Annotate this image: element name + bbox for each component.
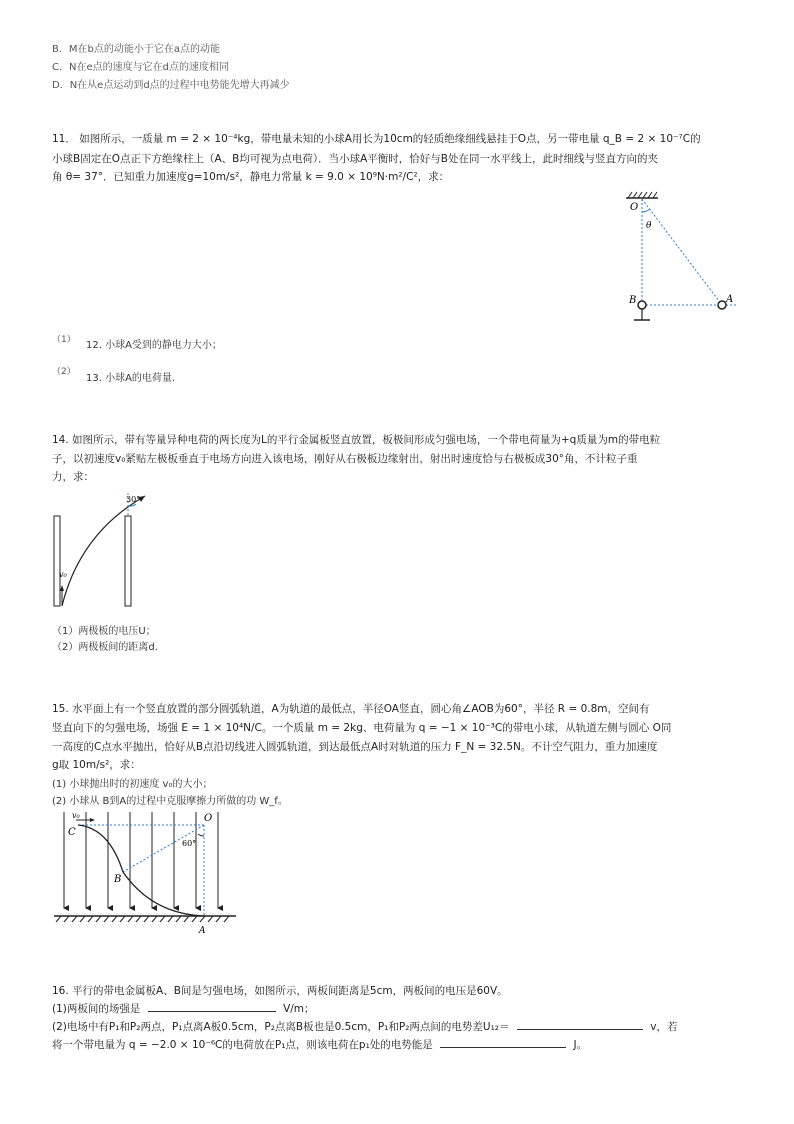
option-b: B．M在b点的动能小于它在a点的动能 (52, 44, 220, 55)
answer-blank-potential-difference[interactable] (517, 1019, 643, 1030)
label-a: A (726, 294, 734, 305)
q11-line-1: 11． 如图所示，一质量 m = 2 × 10⁻⁴kg，带电量未知的小球A用长为10cm的轻质绝缘细线悬挂于O点，另一带电量 q_B = 2 × 10⁻⁷C的 (52, 133, 701, 145)
label-c: C (68, 827, 76, 838)
q11-sub1-number: （1） (52, 335, 76, 345)
q14-figure (50, 488, 160, 610)
q15-line-4: g取 10m/s²，求： (52, 759, 141, 771)
q11-sub2: 13. 小球A的电荷量. (86, 373, 176, 384)
q16-potential-diff-prompt: (2)电场中有P₁和P₂两点，P₁点离A板0.5cm，P₂点离B板也是0.5cm，P₁和P₂两点间的电势差U₁₂＝ (52, 1021, 510, 1033)
q11-sub1: 12. 小球A受到的静电力大小； (86, 340, 222, 351)
left-plate (54, 516, 60, 606)
ball-a (718, 301, 726, 309)
q11-sub2-number: （2） (52, 367, 76, 377)
label-theta: θ (646, 221, 652, 231)
q15-line-1: 15. 水平面上有一个竖直放置的部分圆弧轨道，A为轨道的最低点，半径OA竖直，圆心角∠AOB为60°，半径 R = 0.8m，空间有 (52, 703, 650, 715)
q14-sub1: （1）两极板的电压U； (52, 626, 156, 637)
q15-figure (54, 808, 236, 936)
label-a: A (199, 926, 206, 936)
label-60: 60° (182, 839, 197, 848)
q16-field-strength-prompt: (1)两板间的场强是 (52, 1003, 141, 1015)
label-b: B (114, 874, 122, 885)
ball-b (638, 301, 646, 309)
q14-line-1: 14. 如图所示，带有等量异种电荷的两长度为L的平行金属板竖直放置，板极间形成匀强电场，一个带电荷量为+q质量为m的带电粒 (52, 434, 661, 446)
answer-blank-field-strength[interactable] (148, 1001, 276, 1012)
label-v0: v₀ (59, 570, 67, 579)
q11-line-2: 小球B固定在O点正下方绝缘柱上（A、B均可视为点电荷）．当小球A平衡时，恰好与B处在同一水平线上，此时细线与竖直方向的夹 (52, 153, 658, 165)
trajectory (62, 496, 145, 606)
q15-sub2: (2) 小球从 B到A的过程中克服摩擦力所做的功 W_f。 (52, 796, 288, 807)
q14-line-3: 力，求： (52, 471, 94, 483)
q16-potential-energy-unit: J。 (573, 1039, 588, 1051)
option-c: C．N在e点的速度与它在d点的速度相同 (52, 62, 229, 73)
q16-potential-diff-unit: v，若 (650, 1021, 678, 1033)
label-o: O (204, 813, 213, 824)
label-o: O (630, 202, 639, 213)
label-b: B (629, 295, 637, 306)
q16-line-4 (52, 1037, 587, 1052)
q15-line-2: 竖直向下的匀强电场，场强 E = 1 × 10⁴N/C。一个质量 m = 2kg、电荷量为 q = −1 × 10⁻³C的带电小球，从轨道左侧与圆心 O同 (52, 722, 672, 734)
q16-potential-energy-prompt: 将一个带电量为 q = −2.0 × 10⁻⁶C的电荷放在P₁点，则该电荷在p₁处的电势能是 (52, 1039, 433, 1051)
q16-line-2 (52, 1001, 315, 1016)
q15-sub1: (1) 小球抛出时的初速度 v₀的大小； (52, 779, 213, 790)
q11-figure (616, 190, 746, 330)
q15-line-3: 一高度的C点水平抛出，恰好从B点沿切线进入圆弧轨道，到达最低点A时对轨道的压力 F_N = 32.5N。不计空气阻力，重力加速度 (52, 741, 658, 753)
q11-line-3: 角 θ= 37°．已知重力加速度g=10m/s²，静电力常量 k = 9.0 × 10⁹N·m²/C²，求： (52, 171, 450, 183)
right-plate (125, 516, 131, 606)
option-d: D．N在从e点运动到d点的过程中电势能先增大再减少 (52, 80, 290, 91)
label-v0: v₀ (72, 811, 80, 820)
q16-field-strength-unit: V/m； (283, 1003, 315, 1015)
q14-sub2: （2）两极板间的距离d. (52, 642, 158, 653)
answer-blank-potential-energy[interactable] (440, 1037, 566, 1048)
q14-line-2: 子，以初速度v₀紧贴左极板垂直于电场方向进入该电场，刚好从右极板边缘射出，射出时速度恰与右极板成30°角，不计粒子重 (52, 453, 638, 465)
q16-line-3 (52, 1019, 677, 1034)
label-30: 30° (126, 495, 141, 504)
q16-line-1: 16. 平行的带电金属板A、B间是匀强电场，如图所示，两板间距离是5cm，两板间的电压是60V。 (52, 985, 508, 997)
